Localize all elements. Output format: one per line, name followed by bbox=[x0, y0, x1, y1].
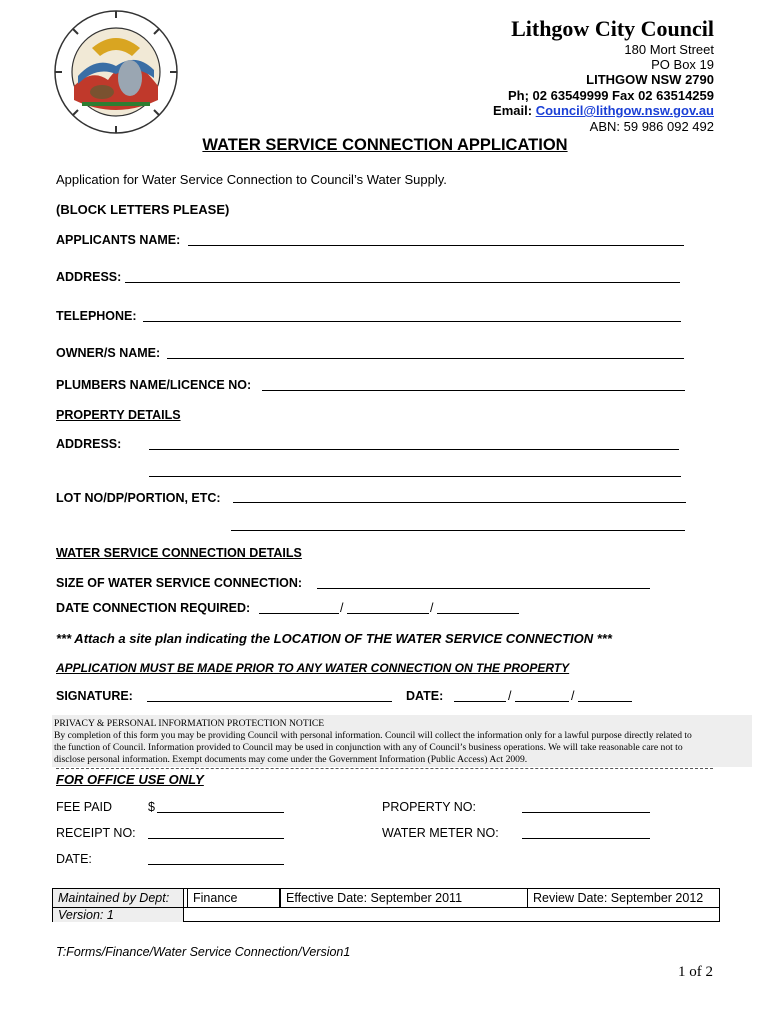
signature-field[interactable] bbox=[147, 701, 392, 702]
applicant-address-label: ADDRESS: bbox=[56, 270, 122, 284]
maintenance-table bbox=[52, 888, 720, 922]
property-address-field-1[interactable] bbox=[149, 449, 679, 450]
address-town: LITHGOW NSW 2790 bbox=[586, 72, 714, 87]
applicant-name-label: APPLICANTS NAME: bbox=[56, 233, 181, 247]
intro-text: Application for Water Service Connection to Council’s Water Supply. bbox=[56, 172, 447, 187]
office-divider bbox=[56, 768, 713, 769]
lot-field-2[interactable] bbox=[231, 530, 685, 531]
receipt-no-field[interactable] bbox=[148, 838, 284, 839]
address-po-box: PO Box 19 bbox=[651, 57, 714, 72]
connection-size-label: SIZE OF WATER SERVICE CONNECTION: bbox=[56, 576, 303, 590]
maintained-by-label: Maintained by Dept: bbox=[53, 889, 184, 907]
date-separator-2: / bbox=[430, 601, 434, 615]
privacy-heading: PRIVACY & PERSONAL INFORMATION PROTECTION NOTICE bbox=[54, 718, 325, 729]
fee-paid-label: FEE PAID bbox=[56, 800, 113, 814]
lot-field-1[interactable] bbox=[233, 502, 686, 503]
date-required-label: DATE CONNECTION REQUIRED: bbox=[56, 601, 251, 615]
connection-details-heading: WATER SERVICE CONNECTION DETAILS bbox=[56, 546, 302, 560]
plumber-label: PLUMBERS NAME/LICENCE NO: bbox=[56, 378, 252, 392]
fee-paid-field[interactable] bbox=[157, 812, 284, 813]
address-street: 180 Mort Street bbox=[624, 42, 714, 57]
property-address-field-2[interactable] bbox=[149, 476, 681, 477]
telephone-field[interactable] bbox=[143, 321, 681, 322]
block-letters-note: (BLOCK LETTERS PLEASE) bbox=[56, 202, 230, 217]
fee-currency: $ bbox=[148, 800, 155, 814]
property-address-label: ADDRESS: bbox=[56, 437, 122, 451]
contact-email-line bbox=[493, 103, 714, 118]
privacy-notice bbox=[52, 715, 752, 767]
signature-date-month[interactable] bbox=[515, 701, 569, 702]
date-required-day[interactable] bbox=[259, 613, 339, 614]
sig-date-separator-2: / bbox=[571, 689, 575, 703]
owner-name-field[interactable] bbox=[167, 358, 684, 359]
email-link[interactable]: Council@lithgow.nsw.gov.au bbox=[535, 103, 714, 118]
water-meter-field[interactable] bbox=[522, 838, 650, 839]
version-row bbox=[53, 907, 719, 923]
receipt-no-label: RECEIPT NO: bbox=[56, 826, 136, 840]
signature-date-day[interactable] bbox=[454, 701, 506, 702]
contact-phone: Ph; 02 63549999 Fax 02 63514259 bbox=[507, 88, 714, 103]
date-required-month[interactable] bbox=[347, 613, 429, 614]
attach-site-plan-note: *** Attach a site plan indicating the LOCATION OF THE WATER SERVICE CONNECTION *** bbox=[56, 631, 612, 646]
lot-label: LOT NO/DP/PORTION, ETC: bbox=[56, 491, 221, 505]
signature-date-label: DATE: bbox=[406, 689, 444, 703]
property-no-field[interactable] bbox=[522, 812, 650, 813]
connection-size-field[interactable] bbox=[317, 588, 650, 589]
date-required-year[interactable] bbox=[437, 613, 519, 614]
file-path: T:Forms/Finance/Water Service Connection/Version1 bbox=[56, 945, 351, 959]
version-label: Version: 1 bbox=[53, 908, 184, 922]
plumber-field[interactable] bbox=[262, 390, 685, 391]
applicant-address-field[interactable] bbox=[125, 282, 680, 283]
page-number: 1 of 2 bbox=[678, 964, 713, 980]
prior-application-note: APPLICATION MUST BE MADE PRIOR TO ANY WATER CONNECTION ON THE PROPERTY bbox=[56, 661, 570, 675]
council-logo bbox=[52, 8, 180, 136]
sig-date-separator-1: / bbox=[508, 689, 512, 703]
form-title: WATER SERVICE CONNECTION APPLICATION bbox=[202, 136, 568, 154]
owner-name-label: OWNER/S NAME: bbox=[56, 346, 161, 360]
telephone-label: TELEPHONE: bbox=[56, 309, 137, 323]
property-no-label: PROPERTY NO: bbox=[382, 800, 477, 814]
date-separator-1: / bbox=[340, 601, 344, 615]
council-name: Lithgow City Council bbox=[511, 16, 714, 41]
effective-date: Effective Date: September 2011 bbox=[280, 889, 528, 907]
privacy-line-3: disclose personal information. Exempt documents may come under the Government Information (Public Access) Act 2009. bbox=[54, 754, 528, 765]
privacy-line-1: By completion of this form you may be providing Council with personal information. Council will collect the information only for a lawful purpose directly related to bbox=[54, 730, 692, 741]
maintained-dept: Finance bbox=[187, 889, 280, 907]
office-date-field[interactable] bbox=[148, 864, 284, 865]
privacy-line-2: the function of Council. Information provided to Council may be used in conjunction with any of Council’s business operations. We will take reasonable care not to bbox=[54, 742, 683, 753]
property-details-heading: PROPERTY DETAILS bbox=[56, 408, 181, 422]
review-date: Review Date: September 2012 bbox=[533, 891, 704, 905]
signature-label: SIGNATURE: bbox=[56, 689, 133, 703]
water-meter-label: WATER METER NO: bbox=[382, 826, 499, 840]
signature-date-year[interactable] bbox=[578, 701, 632, 702]
email-label: Email: bbox=[493, 103, 533, 118]
office-use-heading: FOR OFFICE USE ONLY bbox=[56, 772, 204, 787]
abn: ABN: 59 986 092 492 bbox=[589, 119, 714, 134]
applicant-name-field[interactable] bbox=[188, 245, 684, 246]
office-date-label: DATE: bbox=[56, 852, 92, 866]
